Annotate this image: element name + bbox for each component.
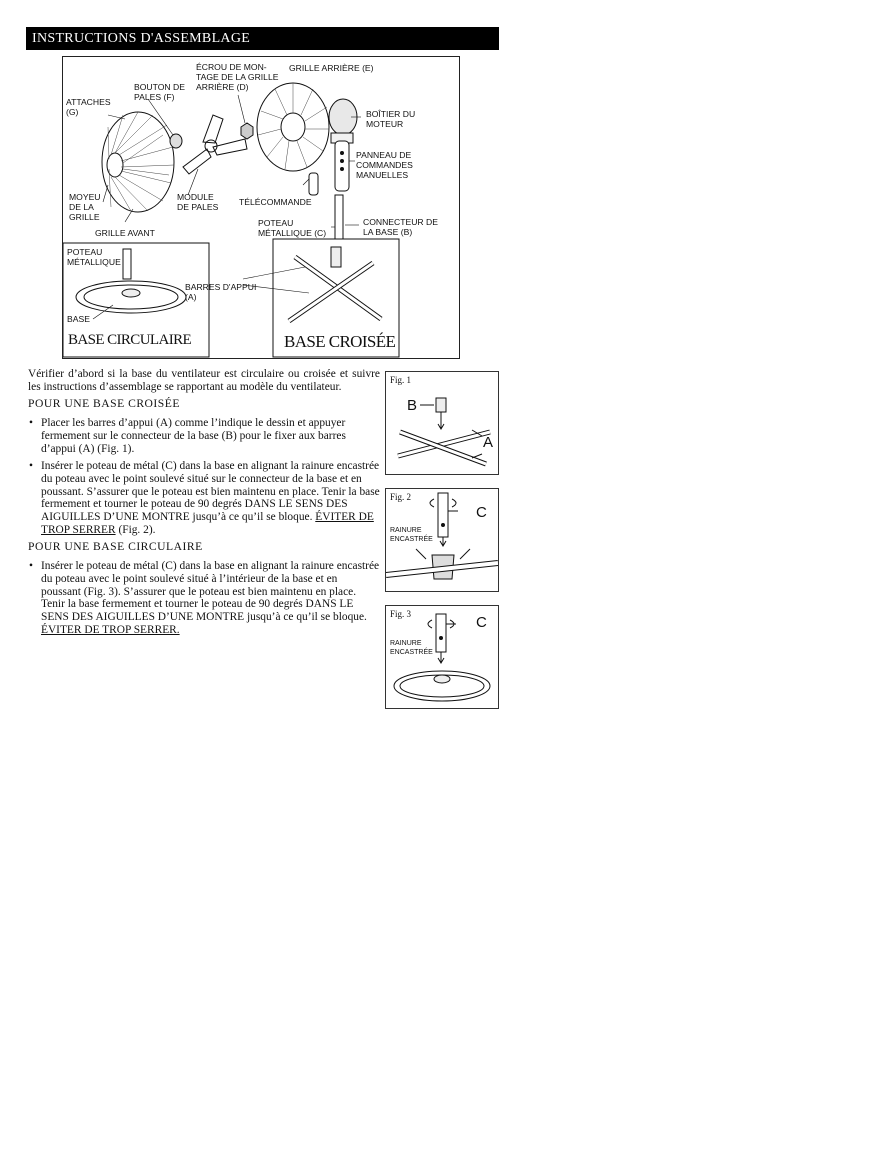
warning-text: ÉVITER DE TROP SERRER. (41, 623, 180, 636)
label-connecteur: CONNECTEUR DE LA BASE (B) (363, 217, 438, 237)
warning-text: ÉVITER DE TROP SERRER (41, 511, 374, 536)
assembly-diagram (62, 56, 460, 359)
label-attaches: ATTACHES (G) (66, 97, 111, 117)
label-bouton: BOUTON DE PALES (F) (134, 82, 185, 102)
label-poteau: POTEAU MÉTALLIQUE (67, 247, 121, 267)
label-a: A (483, 434, 494, 451)
label-grille-arriere: GRILLE ARRIÈRE (E) (289, 63, 374, 73)
base-croisee-title: BASE CROISÉE (284, 332, 396, 351)
croisee-list (28, 417, 380, 536)
fan-exploded-illustration (63, 57, 459, 358)
circulaire-list (28, 560, 380, 636)
label-boitier: BOÎTIER DU MOTEUR (366, 109, 416, 129)
heading-circulaire: POUR UNE BASE CIRCULAIRE (28, 540, 203, 554)
figure-caption: Fig. 2 (390, 492, 412, 502)
front-grille-shape (102, 112, 174, 212)
page-title: INSTRUCTIONS D'ASSEMBLAGE (26, 27, 499, 50)
label-barres: BARRES D'APPUI (A) (185, 282, 257, 302)
label-grille-avant: GRILLE AVANT (95, 228, 155, 238)
label-rainure: RAINURE ENCASTRÉE (390, 527, 433, 543)
list-item: • Insérer le poteau de métal (C) dans la base en alignant la rainure encastrée du poteau avec le point soulevé situé sur le connecteur de la base et en poussant. S’assurer que le poteau est bien maintenu en place. Tenir la base fermement et tourner le poteau de 90 degrés DANS LE SENS DES AIGUILLES D’UNE MONTRE jusqu’à ce qu’il se bloque. ÉVITER DE TROP SERRER (Fig. 2). (29, 460, 380, 536)
label-base: BASE (67, 314, 90, 324)
label-telecommande: TÉLÉCOMMANDE (239, 197, 312, 207)
label-b: B (407, 397, 418, 414)
label-panneau: PANNEAU DE COMMANDES MANUELLES (356, 150, 413, 180)
list-item: • Placer les barres d’appui (A) comme l’indique le dessin et appuyer fermement sur le connecteur de la base (B) pour le fixer aux barres d’appui (A) (Fig. 1). (29, 417, 346, 455)
instructions-text (28, 368, 380, 641)
figure-2 (385, 488, 499, 592)
figure-1 (385, 371, 499, 475)
intro-paragraph: Vérifier d’abord si la base du ventilateur est circulaire ou croisée et suivre les instructions d’assemblage se rapportant au modèle du ventilateur. (28, 368, 380, 393)
label-module: MODULE DE PALES (177, 192, 219, 212)
label-c: C (476, 504, 487, 521)
figure-caption: Fig. 1 (390, 375, 412, 385)
figure-3 (385, 605, 499, 709)
list-item: • Insérer le poteau de métal (C) dans la base en alignant la rainure encastrée du poteau avec le point soulevé situé à l’intérieur de la base et en poussant (Fig. 3). S’assurer que le poteau est bien maintenu en place. Tenir la base fermement et tourner le poteau de 90 degrés DANS LE SENS DES AIGUILLES D’UNE MONTRE jusqu’à ce qu’il se bloque. ÉVITER DE TROP SERRER. (29, 560, 380, 636)
base-circulaire-title: BASE CIRCULAIRE (68, 332, 192, 348)
label-moyeu: MOYEU DE LA GRILLE (69, 192, 101, 222)
label-poteau-c: POTEAU MÉTALLIQUE (C) (258, 218, 327, 238)
label-ecrou: ÉCROU DE MON- TAGE DE LA GRILLE ARRIÈRE (D) (196, 62, 279, 92)
fig1-illustration (386, 372, 498, 474)
label-c: C (476, 614, 487, 631)
figure-caption: Fig. 3 (390, 609, 412, 619)
label-rainure: RAINURE ENCASTRÉE (390, 640, 433, 656)
heading-croisee: POUR UNE BASE CROISÉE (28, 397, 180, 411)
